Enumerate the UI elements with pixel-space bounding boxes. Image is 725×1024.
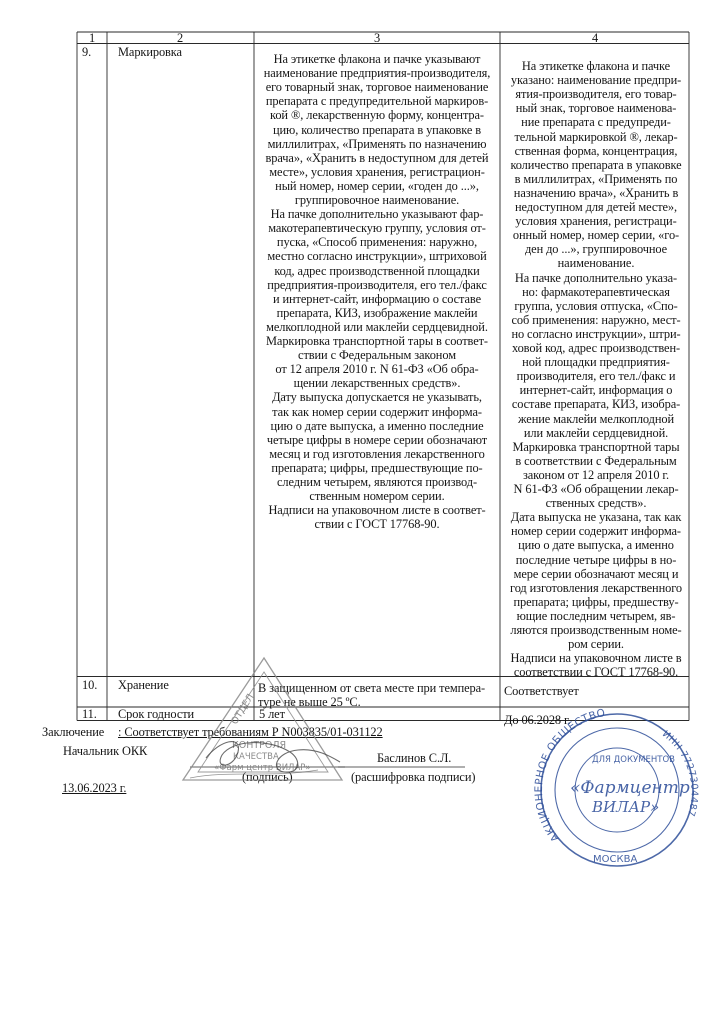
actual-line: но согласно инструкции», штри- bbox=[511, 326, 681, 341]
row-9-name: Маркировка bbox=[118, 45, 182, 59]
requirement-line: кой ®, лекарственную форму, концентра- bbox=[270, 108, 484, 123]
requirement-line: группировочное наименование. bbox=[294, 193, 460, 207]
requirement-line: препарата, КИЗ, изображение маклейи bbox=[276, 305, 478, 320]
position-title: Начальник ОКК bbox=[63, 744, 148, 758]
requirement-line: его товарный знак, торговое наименование bbox=[265, 80, 489, 95]
header-col-3: 3 bbox=[374, 31, 381, 45]
conclusion-text: : Соответствует требованиям Р N003835/01-031122 bbox=[118, 725, 383, 739]
requirement-line: месяц и год изготовления лекарственного bbox=[269, 446, 485, 461]
requirement-line: Маркировка транспортной тары в соответ- bbox=[266, 334, 488, 348]
requirement-line: ствии с ГОСТ 17768-90. bbox=[314, 517, 440, 532]
row-11-name: Срок годности bbox=[118, 707, 195, 721]
header-col-2: 2 bbox=[177, 31, 184, 45]
actual-line: номер серии содержит информа- bbox=[511, 524, 681, 539]
requirement-line: мелкоплодной или маклейи сердцевидной. bbox=[266, 319, 488, 334]
row-10-actual: Соответствует bbox=[504, 684, 579, 698]
requirement-line: На этикетке флакона и пачке указывают bbox=[273, 52, 481, 66]
row-11-requirement: 5 лет bbox=[259, 707, 285, 721]
actual-line: ден до ...», группировочное bbox=[524, 242, 668, 257]
qc-stamp-bottom: «Фарм центр ВИЛАР» bbox=[214, 763, 311, 773]
actual-line: На этикетке флакона и пачке bbox=[521, 59, 671, 73]
actual-line: составе препарата, КИЗ, изобра- bbox=[511, 397, 681, 412]
actual-line: ром серии. bbox=[568, 637, 624, 652]
row-11-actual: До 06.2028 г. bbox=[504, 713, 571, 727]
qc-stamp-top: КОНТРОЛЯ bbox=[232, 740, 287, 751]
row-10-number: 10. bbox=[82, 678, 98, 692]
actual-line: Маркировка транспортной тары bbox=[512, 439, 680, 454]
requirement-line: макотерапевтическую группу, условия от- bbox=[268, 221, 486, 236]
conclusion-label: Заключение bbox=[42, 725, 105, 739]
requirement-line: На пачке дополнительно указывают фар- bbox=[270, 207, 484, 222]
row-9-number: 9. bbox=[82, 45, 92, 59]
actual-line: ляются производственным номе- bbox=[510, 623, 682, 637]
name-caption: (расшифровка подписи) bbox=[351, 770, 476, 784]
actual-line: Дата выпуска не указана, так как bbox=[510, 510, 682, 525]
actual-line: в миллилитрах, «Применять по bbox=[514, 171, 678, 186]
actual-line: N 61-ФЗ «Об обращении лекар- bbox=[513, 482, 679, 496]
requirement-line: четыре цифры в номере серии обозначают bbox=[266, 432, 488, 447]
actual-line: мере серии обозначают месяц и bbox=[513, 566, 679, 581]
actual-line: условия хранения, регистраци- bbox=[515, 214, 677, 229]
actual-line: или маклейи сердцевидной. bbox=[523, 425, 669, 440]
round-stamp-center-1: «Фармцентр bbox=[570, 778, 690, 798]
actual-line: соб применения: наружно, мест- bbox=[511, 312, 681, 327]
qc-stamp-side: ОТДЕЛ bbox=[229, 692, 257, 727]
svg-text:ИНН 7727304487 bbox=[660, 729, 700, 818]
actual-line: производителя, его тел./факс и bbox=[516, 369, 676, 384]
actual-line: онный номер, номер серии, «го- bbox=[512, 228, 680, 243]
requirement-line: миллилитрах, «Применять по назначению bbox=[267, 136, 487, 151]
requirement-line: от 12 апреля 2010 г. N 61-ФЗ «Об обра- bbox=[275, 362, 479, 377]
actual-line: но: фармакотерапевтическая bbox=[522, 284, 670, 299]
actual-line: цию о дате выпуска, а именно bbox=[518, 538, 674, 553]
actual-line: соответствии с ГОСТ 17768-90. bbox=[513, 665, 679, 680]
requirement-line: препарата; цифры, предшествующие по- bbox=[271, 460, 483, 475]
actual-line: ный знак, торговое наименова- bbox=[515, 101, 677, 116]
actual-line: Надписи на упаковочном листе в bbox=[510, 651, 682, 666]
round-stamp-outer-text: АКЦИОНЕРНОЕ ОБЩЕСТВО bbox=[532, 706, 607, 844]
requirement-line: цию о дате выпуска, а именно последние bbox=[270, 418, 484, 433]
requirement-line: препарата с предупредительной маркиров- bbox=[265, 94, 489, 109]
requirement-line: и интернет-сайт, информацию о составе bbox=[272, 291, 482, 306]
actual-line: последние четыре цифры в но- bbox=[515, 552, 677, 567]
actual-line: наименование. bbox=[557, 256, 635, 271]
actual-line: жение маклейи мелкоплодной bbox=[518, 411, 674, 426]
actual-line: ховой код, адрес производствен- bbox=[511, 341, 681, 355]
actual-line: количество препарата в упаковке bbox=[510, 157, 682, 172]
requirement-line: предприятия-производителя, его тел./факс bbox=[267, 277, 487, 292]
actual-line: законом от 12 апреля 2010 г. bbox=[522, 467, 670, 482]
requirement-line: Надписи на упаковочном листе в соответ- bbox=[268, 503, 486, 518]
requirement-line: ствии с Федеральным законом bbox=[298, 348, 456, 363]
actual-line: ющие последним четырем, яв- bbox=[516, 608, 676, 623]
actual-line: недоступном для детей месте», bbox=[514, 200, 678, 214]
signature-caption: (подпись) bbox=[242, 770, 293, 784]
requirement-line: ственным номером серии. bbox=[309, 489, 445, 504]
actual-line: год изготовления лекарственного bbox=[510, 580, 682, 595]
requirement-line: цию, количество препарата в упаковке в bbox=[272, 122, 482, 137]
actual-line: тельной маркировкой ®, лекар- bbox=[514, 129, 678, 144]
actual-line: группа, условия отпуска, «Спо- bbox=[514, 298, 678, 313]
round-stamp-inn: ИНН 7727304487 bbox=[660, 728, 700, 818]
actual-line: назначению врача», «Хранить в bbox=[513, 185, 679, 200]
requirement-line: местно согласно инструкции», штриховой bbox=[267, 249, 487, 264]
svg-text:АКЦИОНЕРНОЕ ОБЩЕСТВО bbox=[499, 698, 651, 845]
requirement-line: щении лекарственных средств». bbox=[293, 376, 461, 391]
actual-line: препарата; цифры, предшеству- bbox=[513, 594, 679, 609]
header-col-1: 1 bbox=[89, 31, 96, 45]
actual-line: указано: наименование предпри- bbox=[510, 73, 682, 88]
requirement-line: наименование предприятия-производителя, bbox=[263, 66, 491, 81]
actual-line: ной площадки предприятия- bbox=[522, 355, 670, 370]
requirement-line: пуска, «Способ применения: наружно, bbox=[276, 235, 478, 250]
round-stamp-center-2: ВИЛАР» bbox=[592, 798, 660, 816]
row-11-number: 11. bbox=[82, 707, 97, 721]
actual-line: ятия-производителя, его товар- bbox=[515, 87, 677, 102]
requirement-line: следним четырем, являются производ- bbox=[276, 475, 478, 489]
actual-line: ственных средств». bbox=[545, 496, 647, 511]
actual-line: в соответствии с Федеральным bbox=[515, 453, 677, 468]
round-stamp-city: МОСКВА bbox=[593, 854, 638, 865]
qc-stamp-mid: КАЧЕСТВА bbox=[233, 752, 279, 762]
row-10-requirement-line-2: туре не выше 25 ºС. bbox=[258, 695, 361, 709]
requirement-line: ный номер, номер серии, «годен до ...», bbox=[275, 178, 479, 193]
document-date: 13.06.2023 г. bbox=[62, 781, 127, 795]
row-10-requirement-line-1: В защищенном от света месте при темпера- bbox=[258, 681, 486, 695]
actual-line: ние препарата с предупреди- bbox=[521, 115, 671, 130]
requirement-line: код, адрес производственной площадки bbox=[274, 263, 480, 278]
requirement-line: месте», условия хранения, регистрацион- bbox=[269, 164, 485, 179]
signer-name: Баслинов С.Л. bbox=[377, 751, 452, 765]
header-col-4: 4 bbox=[592, 31, 599, 45]
actual-line: На пачке дополнительно указа- bbox=[514, 270, 678, 285]
round-stamp-docs: ДЛЯ ДОКУМЕНТОВ bbox=[592, 755, 675, 765]
row-10-name: Хранение bbox=[118, 678, 169, 692]
actual-line: ственная форма, концентрация, bbox=[514, 143, 678, 158]
requirement-line: так как номер серии содержит информа- bbox=[272, 404, 482, 419]
actual-line: интернет-сайт, информация о bbox=[519, 383, 673, 398]
requirement-line: Дату выпуска допускается не указывать, bbox=[272, 390, 482, 405]
requirement-line: врача», «Хранить в недоступном для детей bbox=[265, 150, 489, 165]
